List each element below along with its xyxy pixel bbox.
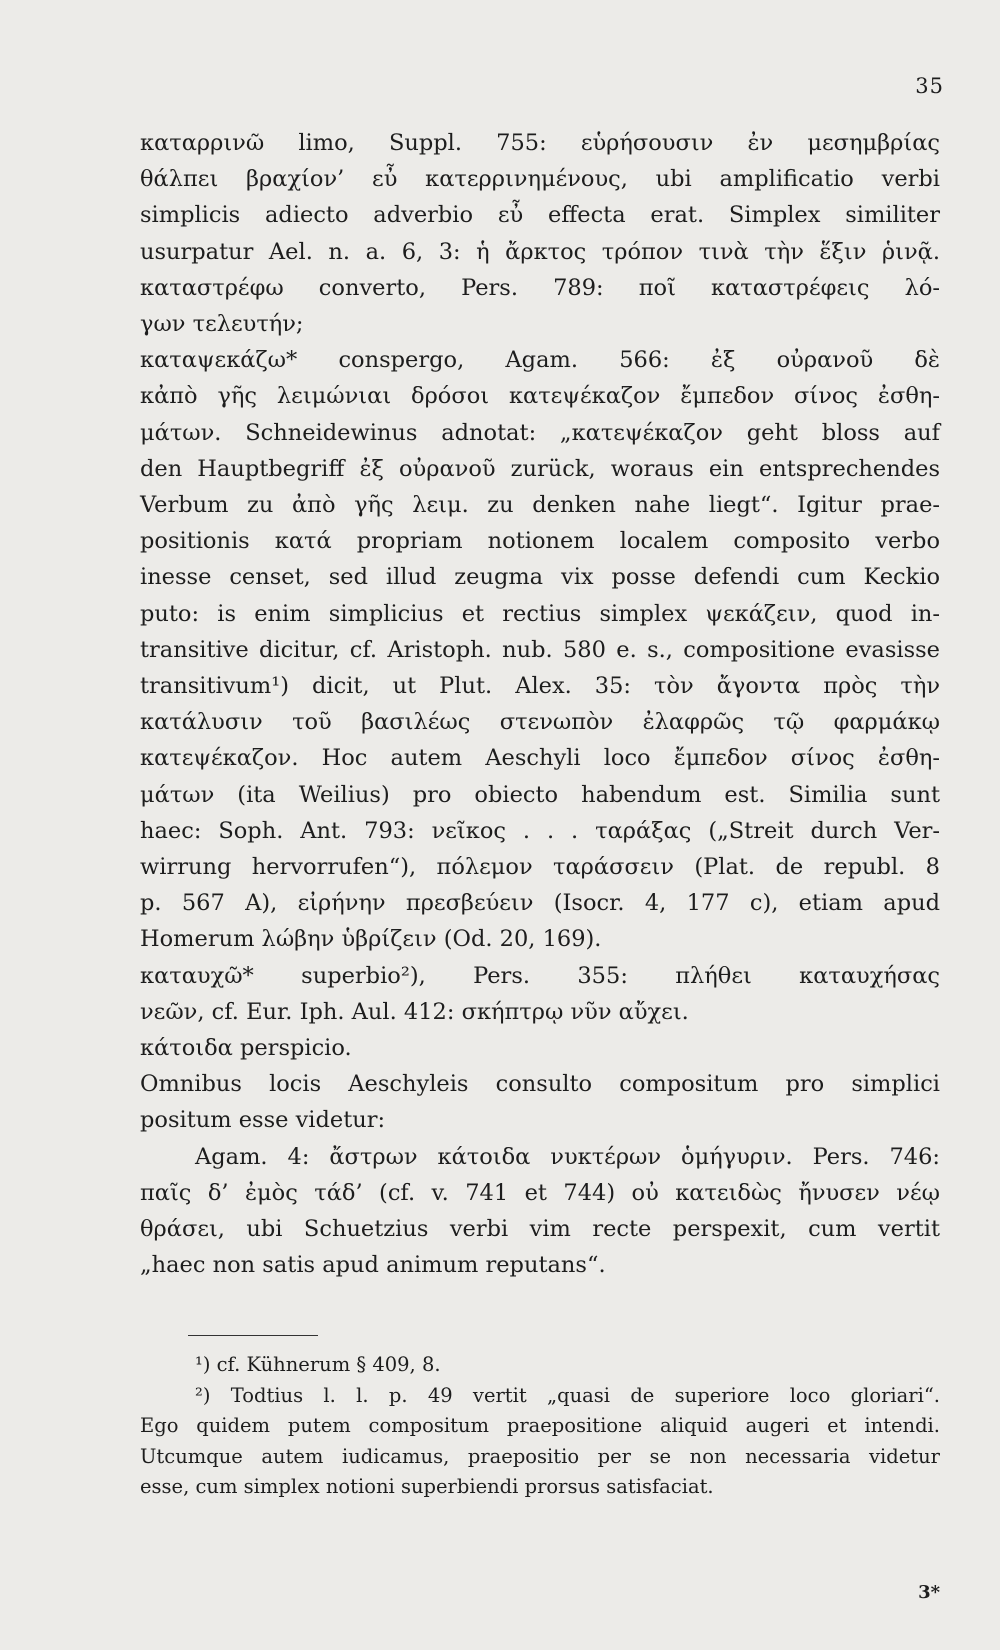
text-line: μάτων (ita Weilius) pro obiecto habendum est. Similia sunt xyxy=(140,781,940,808)
text-line: Verbum zu ἀπὸ γῆς λειμ. zu denken nahe liegt“. Igitur prae- xyxy=(140,492,940,519)
text-line: καταυχῶ* superbio²), Pers. 355: πλήθει καταυχήσας xyxy=(140,962,940,989)
text-line: Omnibus locis Aeschyleis consulto compositum pro simplici xyxy=(140,1071,940,1098)
text-line: haec: Soph. Ant. 793: νεῖκος . . . ταράξας („Streit durch Ver- xyxy=(140,817,940,844)
footnote-line: ²) Todtius l. l. p. 49 vertit „quasi de superiore loco gloriari“. xyxy=(195,1383,940,1407)
text-line: puto: is enim simplicius et rectius simplex ψεκάζειν, quod in- xyxy=(140,600,940,627)
text-line: positionis κατά propriam notionem localem composito verbo xyxy=(140,528,940,555)
text-line: θάλπει βραχίον’ εὖ κατερρινημένους, ubi amplificatio verbi xyxy=(140,166,940,193)
text-line: den Hauptbegriff ἐξ οὐρανοῦ zurück, woraus ein entsprechendes xyxy=(140,455,940,482)
text-line: θράσει, ubi Schuetzius verbi vim recte perspexit, cum vertit xyxy=(140,1216,940,1243)
text-line: wirrung hervorrufen“), πόλεμον ταράσσειν (Plat. de republ. 8 xyxy=(140,854,940,881)
text-line: κάτοιδα perspicio. xyxy=(140,1035,352,1062)
text-line: νεῶν, cf. Eur. Iph. Aul. 412: σκήπτρῳ νῦν αὔχει. xyxy=(140,998,689,1025)
text-line: μάτων. Schneidewinus adnotat: „κατεψέκαζον geht bloss auf xyxy=(140,419,940,446)
text-line: παῖς δ’ ἐμὸς τάδ’ (cf. v. 741 et 744) οὐ κατειδὼς ἤνυσεν νέῳ xyxy=(140,1179,940,1206)
text-line: p. 567 A), εἰρήνην πρεσβεύειν (Isocr. 4, 177 c), etiam apud xyxy=(140,890,940,917)
text-line: καταστρέφω converto, Pers. 789: ποῖ καταστρέφεις λό- xyxy=(140,274,940,301)
footnote-line: esse, cum simplex notioni superbiendi prorsus satisfaciat. xyxy=(140,1475,714,1499)
text-line: κατεψέκαζον. Hoc autem Aeschyli loco ἔμπεδον σίνος ἐσθη- xyxy=(140,745,940,772)
text-line: usurpatur Ael. n. a. 6, 3: ἡ ἄρκτος τρόπον τινὰ τὴν ἕξιν ῥινᾷ. xyxy=(140,238,940,265)
text-line: καταψεκάζω* conspergo, Agam. 566: ἐξ οὐρανοῦ δὲ xyxy=(140,347,940,374)
page-number: 35 xyxy=(915,74,944,98)
text-line: „haec non satis apud animum reputans“. xyxy=(140,1252,606,1279)
text-line: transitive dicitur, cf. Aristoph. nub. 580 e. s., compositione evasisse xyxy=(140,636,940,663)
text-line: inesse censet, sed illud zeugma vix posse defendi cum Keckio xyxy=(140,564,940,591)
text-line: κατάλυσιν τοῦ βασιλέως στενωπὸν ἐλαφρῶς τῷ φαρμάκῳ xyxy=(140,709,940,736)
footnote-rule xyxy=(188,1335,318,1336)
text-line: transitivum¹) dicit, ut Plut. Alex. 35: τὸν ἄγοντα πρὸς τὴν xyxy=(140,673,940,700)
printer-signature: 3* xyxy=(918,1582,940,1603)
text-line: κἀπὸ γῆς λειμώνιαι δρόσοι κατεψέκαζον ἔμπεδον σίνος ἐσθη- xyxy=(140,383,940,410)
footnote-line: Utcumque autem iudicamus, praepositio per se non necessaria videtur xyxy=(140,1444,940,1468)
text-line: positum esse videtur: xyxy=(140,1107,386,1134)
footnotes xyxy=(140,1350,940,1503)
text-line: simplicis adiecto adverbio εὖ effecta erat. Simplex similiter xyxy=(140,202,940,229)
body-text xyxy=(140,125,940,1284)
footnote-line: Ego quidem putem compositum praepositione aliquid augeri et intendi. xyxy=(140,1414,940,1438)
footnote-line: ¹) cf. Kühnerum § 409, 8. xyxy=(195,1353,441,1376)
text-line: γων τελευτήν; xyxy=(140,311,304,338)
text-line: καταρρινῶ limo, Suppl. 755: εὑρήσουσιν ἐν μεσημβρίας xyxy=(140,130,940,156)
text-line: Homerum λώβην ὑβρίζειν (Od. 20, 169). xyxy=(140,926,602,953)
text-line: Agam. 4: ἄστρων κάτοιδα νυκτέρων ὁμήγυριν. Pers. 746: xyxy=(195,1143,940,1170)
